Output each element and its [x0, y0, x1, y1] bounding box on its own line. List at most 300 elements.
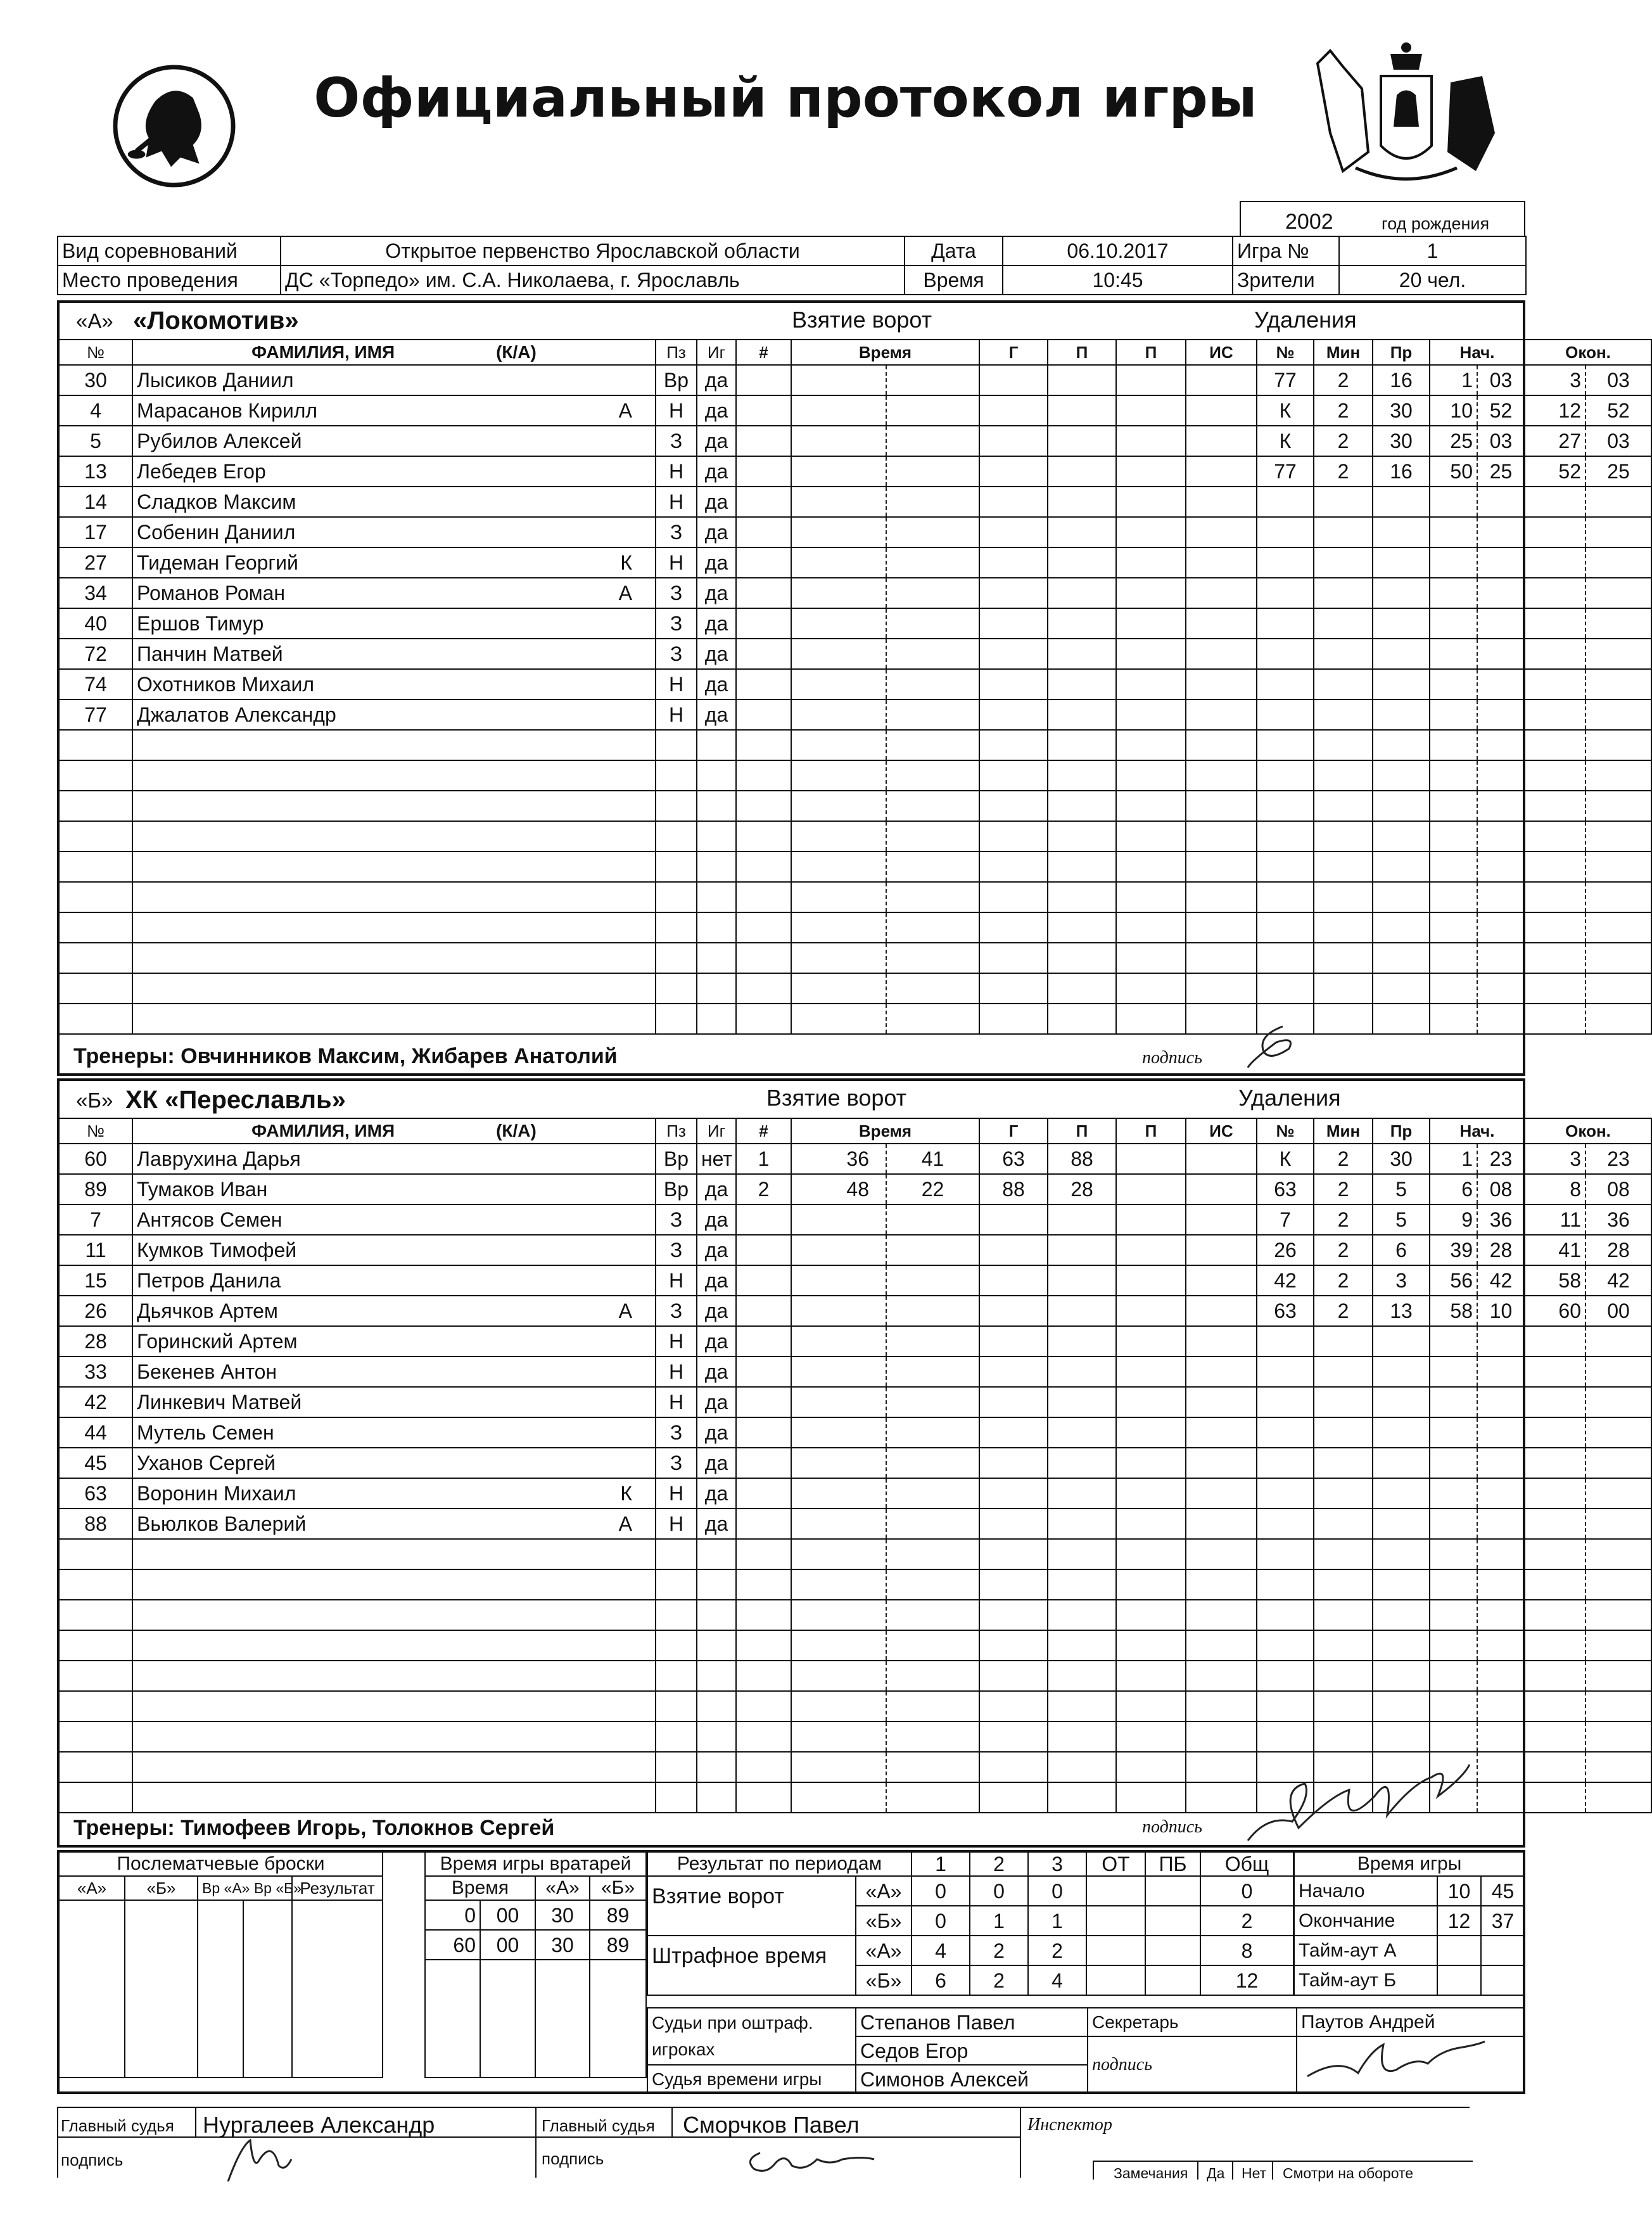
penalty-end-min: 12	[1525, 395, 1585, 426]
goal-assist-2	[1116, 791, 1186, 821]
col-number: №	[59, 340, 132, 365]
player-captain-mark	[417, 1782, 656, 1813]
penalty-reason	[1373, 699, 1430, 730]
goal-scorer	[979, 1204, 1048, 1235]
goal-time-sec	[886, 1569, 979, 1600]
player-number	[59, 1782, 132, 1813]
goal-assist-2	[1116, 1448, 1186, 1478]
penalty-reason	[1373, 1539, 1430, 1569]
player-position: З	[656, 1417, 697, 1448]
penalty-reason: 30	[1373, 395, 1430, 426]
penalty-player: К	[1257, 426, 1314, 456]
goal-time-sec	[886, 1004, 979, 1034]
penalty-player: 26	[1257, 1235, 1314, 1265]
goal-situation	[1186, 1569, 1257, 1600]
goal-time-min	[791, 1600, 886, 1630]
penalty-start-min	[1430, 699, 1477, 730]
col-goal-time: Время	[791, 1118, 979, 1144]
penalty-end-min	[1525, 639, 1585, 669]
penalty-reason	[1373, 912, 1430, 943]
player-number	[59, 821, 132, 852]
results-col-p3: 3	[1028, 1852, 1086, 1876]
penalty-start-min	[1430, 1478, 1477, 1509]
player-position: Н	[656, 699, 697, 730]
goal-assist-2	[1116, 943, 1186, 973]
goal-time-sec	[886, 1782, 979, 1813]
goal-number	[736, 547, 791, 578]
player-number: 88	[59, 1509, 132, 1539]
penalty-start-min	[1430, 1509, 1477, 1539]
player-captain-mark	[417, 1752, 656, 1782]
goal-situation	[1186, 1296, 1257, 1326]
penalty-minutes	[1314, 730, 1373, 760]
penalty-start-min	[1430, 1004, 1477, 1034]
goal-number	[736, 1782, 791, 1813]
player-number: 28	[59, 1326, 132, 1357]
penalty-end-sec	[1585, 882, 1651, 912]
goal-scorer	[979, 1691, 1048, 1721]
remarks-label: Замечания	[1114, 2165, 1188, 2181]
penalty-start-sec	[1477, 821, 1525, 852]
goal-situation	[1186, 1600, 1257, 1630]
player-position	[656, 1569, 697, 1600]
chief1-sep	[195, 2108, 196, 2136]
player-name: Ершов Тимур	[132, 608, 417, 639]
goalie-col-time: Время	[425, 1876, 535, 1900]
goal-number	[736, 517, 791, 547]
goal-time-sec	[886, 608, 979, 639]
col-pen-start: Нач.	[1430, 1118, 1525, 1144]
penalty-player: 63	[1257, 1174, 1314, 1204]
goal-time-min	[791, 669, 886, 699]
secretary-label: Секретарь	[1088, 2008, 1297, 2036]
penalty-end-min	[1525, 517, 1585, 547]
goal-number: 2	[736, 1174, 791, 1204]
penalty-start-sec	[1477, 578, 1525, 608]
penalty-end-min	[1525, 1782, 1585, 1813]
goal-situation	[1186, 1265, 1257, 1296]
goal-time-min	[791, 852, 886, 882]
goal-time-sec	[886, 426, 979, 456]
penalty-reason	[1373, 943, 1430, 973]
table-row	[59, 1478, 1651, 1509]
table-row	[59, 1569, 1651, 1600]
penalty-end-sec: 08	[1585, 1174, 1651, 1204]
penalty-reason	[1373, 578, 1430, 608]
penalty-end-sec	[1585, 730, 1651, 760]
penalty-start-sec	[1477, 760, 1525, 791]
goal-time-min	[791, 1326, 886, 1357]
penalty-end-sec	[1585, 943, 1651, 973]
goal-assist-1	[1048, 517, 1116, 547]
goals-team-a-label: «А»	[856, 1876, 912, 1906]
goals-row-label: Взятие ворот	[647, 1876, 856, 1936]
penalty-reason	[1373, 608, 1430, 639]
shootout-title: Послематчевые броски	[59, 1852, 383, 1876]
penalty-end-sec	[1585, 517, 1651, 547]
penalty-end-min	[1525, 1357, 1585, 1387]
penalty-player: 77	[1257, 456, 1314, 487]
penalty-minutes	[1314, 852, 1373, 882]
player-captain-mark	[417, 1721, 656, 1752]
remarks-sep3	[1272, 2161, 1273, 2180]
table-row	[59, 1448, 1651, 1478]
penalty-player	[1257, 1539, 1314, 1569]
goal-number	[736, 852, 791, 882]
goal-time-min	[791, 730, 886, 760]
goal-time-sec	[886, 1417, 979, 1448]
goal-time-min	[791, 912, 886, 943]
player-name: Рубилов Алексей	[132, 426, 417, 456]
penalty-minutes	[1314, 1417, 1373, 1448]
player-played	[697, 1782, 736, 1813]
goal-situation	[1186, 1357, 1257, 1387]
goals-a-total: 0	[1200, 1876, 1293, 1906]
penalty-start-min	[1430, 791, 1477, 821]
goal-assist-1	[1048, 791, 1116, 821]
penalty-reason: 30	[1373, 426, 1430, 456]
goal-time-sec	[886, 699, 979, 730]
player-played: да	[697, 395, 736, 426]
goal-time-sec	[886, 943, 979, 973]
goal-number	[736, 365, 791, 395]
penalty-end-min	[1525, 547, 1585, 578]
penalty-reason	[1373, 852, 1430, 882]
goal-number	[736, 1539, 791, 1569]
player-name	[132, 1630, 417, 1661]
goal-assist-2	[1116, 1174, 1186, 1204]
player-position: Н	[656, 1387, 697, 1417]
penalty-start-sec	[1477, 1509, 1525, 1539]
player-number	[59, 1630, 132, 1661]
goal-time-min	[791, 1357, 886, 1387]
penalty-end-min	[1525, 1600, 1585, 1630]
goals-a-p2: 0	[970, 1876, 1028, 1906]
goal-assist-2	[1116, 1539, 1186, 1569]
penalty-start-min	[1430, 943, 1477, 973]
goal-assist-2	[1116, 821, 1186, 852]
team-b-penalties-title: Удаления	[1238, 1085, 1341, 1111]
goal-number: 1	[736, 1144, 791, 1174]
goal-time-min	[791, 639, 886, 669]
player-number	[59, 852, 132, 882]
player-number: 7	[59, 1204, 132, 1235]
goal-number	[736, 791, 791, 821]
player-position	[656, 912, 697, 943]
player-position: Н	[656, 1478, 697, 1509]
goal-assist-1	[1048, 1721, 1116, 1752]
goal-time-sec	[886, 669, 979, 699]
penalty-start-sec	[1477, 882, 1525, 912]
goal-scorer	[979, 426, 1048, 456]
game-info-table	[57, 236, 1527, 295]
penalty-end-sec	[1585, 1478, 1651, 1509]
goal-assist-1	[1048, 760, 1116, 791]
penalty-start-min	[1430, 852, 1477, 882]
player-number	[59, 1569, 132, 1600]
penalty-start-sec	[1477, 1691, 1525, 1721]
goal-assist-2	[1116, 1004, 1186, 1034]
col-pen-reason: Пр	[1373, 1118, 1430, 1144]
goal-time-sec: 22	[886, 1174, 979, 1204]
goal-scorer	[979, 1235, 1048, 1265]
goal-time-min	[791, 487, 886, 517]
results-col-total: Общ	[1200, 1852, 1293, 1876]
penalty-end-min	[1525, 912, 1585, 943]
player-captain-mark	[417, 365, 656, 395]
goals-b-p2: 1	[970, 1906, 1028, 1936]
penalty-end-sec	[1585, 1691, 1651, 1721]
penalty-start-sec	[1477, 912, 1525, 943]
player-number: 60	[59, 1144, 132, 1174]
player-name: Лаврухина Дарья	[132, 1144, 417, 1174]
spectators-label: Зрители	[1233, 265, 1339, 295]
table-row	[59, 487, 1651, 517]
goal-assist-1	[1048, 426, 1116, 456]
player-played	[697, 943, 736, 973]
penalty-reason	[1373, 1004, 1430, 1034]
col-number: №	[59, 1118, 132, 1144]
end-minute: 37	[1481, 1906, 1525, 1936]
pen-b-total: 12	[1200, 1965, 1293, 1995]
goal-assist-2	[1116, 1752, 1186, 1782]
goal-assist-2	[1116, 1630, 1186, 1661]
goal-number	[736, 699, 791, 730]
chief2-left	[535, 2108, 537, 2178]
table-row	[59, 547, 1651, 578]
goal-time-sec	[886, 1509, 979, 1539]
penalty-end-min	[1525, 1661, 1585, 1691]
player-number: 17	[59, 517, 132, 547]
player-played	[697, 1004, 736, 1034]
penalty-end-min	[1525, 1752, 1585, 1782]
goal-assist-1	[1048, 578, 1116, 608]
penalty-start-min: 50	[1430, 456, 1477, 487]
penalty-minutes	[1314, 1509, 1373, 1539]
penalty-player	[1257, 1417, 1314, 1448]
player-name: Тумаков Иван	[132, 1174, 417, 1204]
penalty-player	[1257, 1630, 1314, 1661]
penalty-minutes	[1314, 912, 1373, 943]
goal-situation	[1186, 639, 1257, 669]
goal-situation	[1186, 608, 1257, 639]
goals-b-p1: 0	[912, 1906, 970, 1936]
goal-time-sec: 41	[886, 1144, 979, 1174]
col-pen-end: Окон.	[1525, 340, 1651, 365]
goal-number	[736, 1357, 791, 1387]
player-played	[697, 852, 736, 882]
goal-time-min	[791, 1539, 886, 1569]
team-a-penalties-title: Удаления	[1254, 307, 1357, 333]
player-played	[697, 1691, 736, 1721]
player-name	[132, 852, 417, 882]
player-captain-mark	[417, 517, 656, 547]
player-name	[132, 1752, 417, 1782]
goal-situation	[1186, 1417, 1257, 1448]
penalty-start-sec: 25	[1477, 456, 1525, 487]
goal-time-min	[791, 517, 886, 547]
col-assist-1: П	[1048, 340, 1116, 365]
goals-a-p3: 0	[1028, 1876, 1086, 1906]
goal-number	[736, 1691, 791, 1721]
goal-time-min	[791, 395, 886, 426]
player-name	[132, 821, 417, 852]
goal-assist-2	[1116, 426, 1186, 456]
penalty-end-sec: 52	[1585, 395, 1651, 426]
goal-assist-1	[1048, 547, 1116, 578]
goal-scorer	[979, 699, 1048, 730]
goal-assist-1	[1048, 395, 1116, 426]
penalty-player: К	[1257, 1144, 1314, 1174]
player-captain-mark	[417, 1539, 656, 1569]
penalty-minutes	[1314, 517, 1373, 547]
table-row	[59, 1174, 1651, 1204]
goal-scorer	[979, 1539, 1048, 1569]
goal-time-min	[791, 821, 886, 852]
goal-assist-2	[1116, 547, 1186, 578]
player-name: Кумков Тимофей	[132, 1235, 417, 1265]
player-number: 13	[59, 456, 132, 487]
goal-assist-1	[1048, 882, 1116, 912]
player-captain-mark	[417, 608, 656, 639]
table-row	[59, 1204, 1651, 1235]
penalty-minutes	[1314, 1569, 1373, 1600]
table-row	[59, 1296, 1651, 1326]
goal-time-min	[791, 456, 886, 487]
goal-time-sec	[886, 1478, 979, 1509]
penalty-start-sec	[1477, 1661, 1525, 1691]
penalty-reason	[1373, 1600, 1430, 1630]
penalty-player	[1257, 852, 1314, 882]
player-name	[132, 1661, 417, 1691]
penalty-start-min: 25	[1430, 426, 1477, 456]
goal-time-min	[791, 1509, 886, 1539]
goals-b-p3: 1	[1028, 1906, 1086, 1936]
goal-situation	[1186, 730, 1257, 760]
goal-situation	[1186, 1630, 1257, 1661]
penalty-player	[1257, 639, 1314, 669]
goal-number	[736, 1478, 791, 1509]
player-played: да	[697, 517, 736, 547]
goal-assist-1	[1048, 1539, 1116, 1569]
penalty-end-min	[1525, 730, 1585, 760]
col-goal-scorer: Г	[979, 340, 1048, 365]
player-name: Тидеман Георгий	[132, 547, 417, 578]
goalie-row-1-sec: 00	[480, 1900, 535, 1930]
penalty-start-sec	[1477, 487, 1525, 517]
goal-assist-1	[1048, 912, 1116, 943]
player-played: да	[697, 456, 736, 487]
player-name: Петров Данила	[132, 1265, 417, 1296]
goal-assist-1	[1048, 821, 1116, 852]
penalty-end-min	[1525, 1509, 1585, 1539]
player-position: З	[656, 608, 697, 639]
pen-a-total: 8	[1200, 1936, 1293, 1965]
col-position: Пз	[656, 1118, 697, 1144]
penalty-start-min	[1430, 730, 1477, 760]
penalty-reason: 13	[1373, 1296, 1430, 1326]
goal-number	[736, 1004, 791, 1034]
goal-time-min	[791, 1235, 886, 1265]
player-captain-mark	[417, 1326, 656, 1357]
pen-a-p3: 2	[1028, 1936, 1086, 1965]
goal-number	[736, 760, 791, 791]
penalty-end-min	[1525, 882, 1585, 912]
col-ka-label: (К/А)	[496, 1121, 537, 1140]
penalty-minutes	[1314, 1357, 1373, 1387]
penalty-end-sec	[1585, 1539, 1651, 1569]
player-captain-mark: А	[417, 1296, 656, 1326]
goal-assist-2	[1116, 608, 1186, 639]
player-number: 89	[59, 1174, 132, 1204]
goal-number	[736, 973, 791, 1004]
goalie-row-2-a: 30	[535, 1930, 590, 1960]
penalty-start-min	[1430, 547, 1477, 578]
player-number	[59, 1691, 132, 1721]
col-assist-2: П	[1116, 1118, 1186, 1144]
player-position: Н	[656, 1509, 697, 1539]
goal-assist-1	[1048, 1569, 1116, 1600]
goal-scorer	[979, 1326, 1048, 1357]
goalie-row-2-sec: 00	[480, 1930, 535, 1960]
penalty-player	[1257, 821, 1314, 852]
goal-assist-2	[1116, 973, 1186, 1004]
goal-number	[736, 1600, 791, 1630]
player-captain-mark: К	[417, 1478, 656, 1509]
goal-assist-2	[1116, 1387, 1186, 1417]
player-name: Собенин Даниил	[132, 517, 417, 547]
chief-1-signature	[222, 2134, 298, 2185]
player-played	[697, 1661, 736, 1691]
goal-assist-1	[1048, 852, 1116, 882]
secretary-signature-cell	[1297, 2036, 1525, 2093]
player-name: Дьячков Артем	[132, 1296, 417, 1326]
table-row	[59, 699, 1651, 730]
penalty-end-min	[1525, 1448, 1585, 1478]
game-label: Игра №	[1233, 236, 1339, 265]
player-played	[697, 791, 736, 821]
goal-number	[736, 912, 791, 943]
goal-situation	[1186, 1691, 1257, 1721]
goal-time-sec	[886, 395, 979, 426]
penalty-start-sec	[1477, 1417, 1525, 1448]
player-position	[656, 973, 697, 1004]
player-number	[59, 1600, 132, 1630]
goal-assist-1	[1048, 608, 1116, 639]
table-row	[59, 730, 1651, 760]
penalty-end-min	[1525, 1539, 1585, 1569]
table-row	[59, 1357, 1651, 1387]
goal-assist-2	[1116, 487, 1186, 517]
birth-year: 2002	[1285, 210, 1333, 234]
penalty-reason	[1373, 1661, 1430, 1691]
goal-number	[736, 608, 791, 639]
goal-scorer	[979, 852, 1048, 882]
player-captain-mark	[417, 730, 656, 760]
goal-assist-2	[1116, 882, 1186, 912]
penalty-minutes: 2	[1314, 1144, 1373, 1174]
pen-b-p2: 2	[970, 1965, 1028, 1995]
goal-scorer	[979, 608, 1048, 639]
goal-number	[736, 1326, 791, 1357]
penalty-start-min	[1430, 578, 1477, 608]
player-name	[132, 1569, 417, 1600]
player-position: Вр	[656, 1174, 697, 1204]
goal-time-min	[791, 1296, 886, 1326]
penalty-reason	[1373, 730, 1430, 760]
player-number	[59, 1539, 132, 1569]
goal-situation	[1186, 1144, 1257, 1174]
